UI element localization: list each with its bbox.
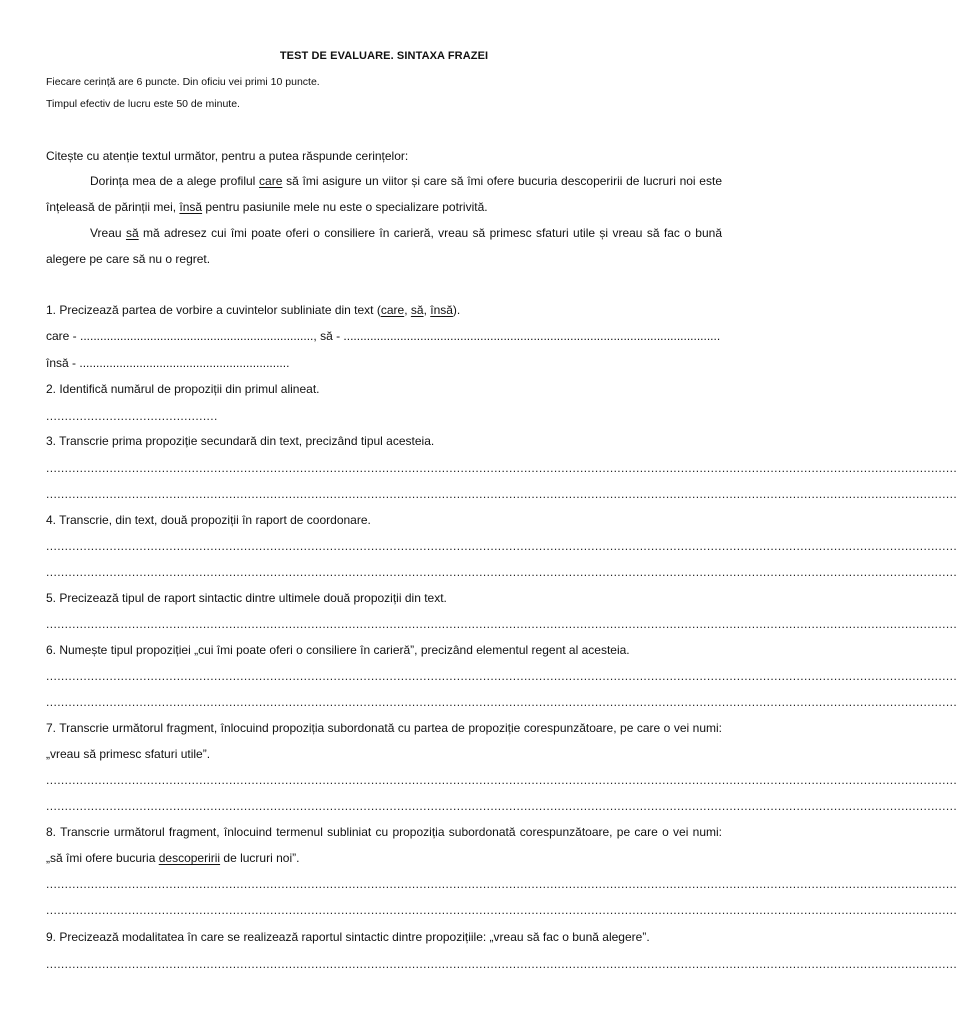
underlined-word-descoperirii: descoperirii — [158, 851, 221, 865]
answer-line-q6-2[interactable]: .................................................................................................................................................................................................................................................... — [46, 695, 957, 709]
question-3: 3. Transcrie prima propoziție secundară din text, precizând tipul acesteia. — [46, 434, 435, 448]
text-paragraph-1: Dorința mea de a alege profilul care să îmi asigure un viitor și care să îmi ofere bucuria descoperirii de lucruri noi este înțeleasă de părinții mei, însă pentru pasiunile mele nu este o specializare potrivită. — [46, 174, 722, 214]
answer-line-q7-1[interactable]: .................................................................................................................................................................................................................................................... — [46, 773, 957, 787]
question-7: 7. Transcrie următorul fragment, înlocuind propoziția subordonată cu partea de propoziție corespunzătoare, pe care o vei numi: „vreau să primesc sfaturi utile”. — [46, 721, 722, 761]
answer-line-q4-1[interactable]: .................................................................................................................................................................................................................................................... — [46, 539, 957, 553]
answer-line-q7-2[interactable]: .................................................................................................................................................................................................................................................... — [46, 799, 957, 813]
underlined-word-care: care — [259, 174, 283, 188]
answer-line-q2[interactable]: .............................................. — [46, 409, 218, 423]
answer-line-q3-1[interactable]: .................................................................................................................................................................................................................................................... — [46, 461, 957, 475]
reading-instruction: Citește cu atenție textul următor, pentru a putea răspunde cerințelor: — [46, 149, 409, 163]
answer-line-insa[interactable]: însă - ............................................................... — [46, 356, 290, 370]
underlined-word-sa: să — [125, 226, 139, 240]
question-5: 5. Precizează tipul de raport sintactic dintre ultimele două propoziții din text. — [46, 591, 447, 605]
intro-time-line: Timpul efectiv de lucru este 50 de minute. — [46, 98, 240, 110]
answer-line-q3-2[interactable]: .................................................................................................................................................................................................................................................... — [46, 487, 957, 501]
page-title: TEST DE EVALUARE. SINTAXA FRAZEI — [279, 50, 489, 62]
question-2: 2. Identifică numărul de propoziții din primul alineat. — [46, 382, 320, 396]
answer-line-q8-1[interactable]: .................................................................................................................................................................................................................................................... — [46, 877, 957, 891]
question-6: 6. Numește tipul propoziției „cui îmi poate oferi o consiliere în carieră”, precizând elementul regent al acesteia. — [46, 643, 630, 657]
answer-line-q5[interactable]: .................................................................................................................................................................................................................................................... — [46, 617, 957, 631]
text-paragraph-2: Vreau să mă adresez cui îmi poate oferi o consiliere în carieră, vreau să primesc sfaturi utile și vreau să fac o bună alegere pe care să nu o regret. — [46, 226, 722, 266]
question-4: 4. Transcrie, din text, două propoziții în raport de coordonare. — [46, 513, 371, 527]
underlined-word-insa: însă — [179, 200, 203, 214]
question-9: 9. Precizează modalitatea în care se realizează raportul sintactic dintre propozițiile: „vreau să fac o bună alegere”. — [46, 930, 650, 944]
intro-points-line: Fiecare cerință are 6 puncte. Din oficiu vei primi 10 puncte. — [46, 76, 320, 88]
question-8: 8. Transcrie următorul fragment, înlocuind termenul subliniat cu propoziția subordonată corespunzătoare, pe care o vei numi: „să îmi ofere bucuria descoperirii de lucruri noi”. — [46, 825, 722, 865]
answer-line-q9[interactable]: .................................................................................................................................................................................................................................................... — [46, 957, 957, 971]
answer-line-care-sa[interactable]: care - ......................................................................, să - ................................................................................................................. — [46, 329, 721, 343]
answer-line-q8-2[interactable]: .................................................................................................................................................................................................................................................... — [46, 903, 957, 917]
question-1: 1. Precizează partea de vorbire a cuvintelor subliniate din text (care, să, însă). — [46, 303, 461, 317]
answer-line-q4-2[interactable]: .................................................................................................................................................................................................................................................... — [46, 565, 957, 579]
answer-line-q6-1[interactable]: .................................................................................................................................................................................................................................................... — [46, 669, 957, 683]
